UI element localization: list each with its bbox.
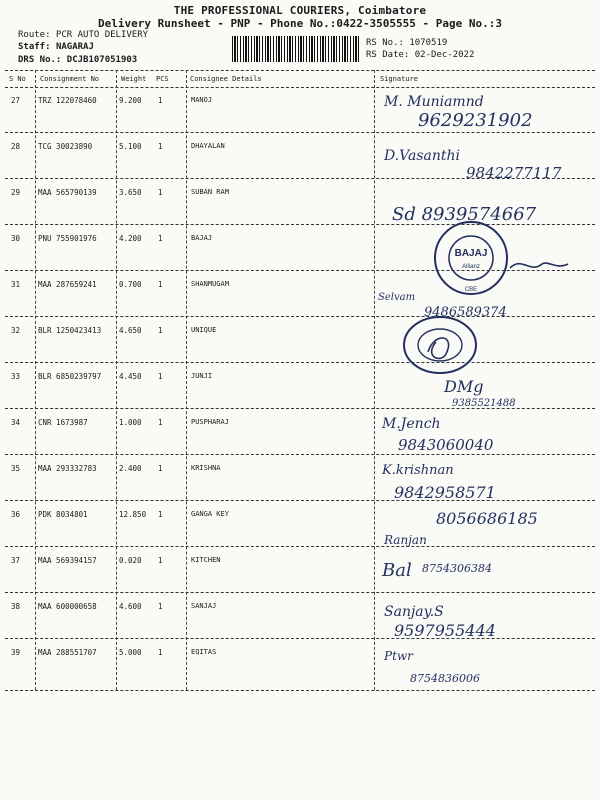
row-weight: 4.200 [119, 234, 142, 243]
row-sno: 33 [11, 372, 21, 381]
row-divider [5, 362, 595, 363]
rs-number: RS No.: 1070519 [366, 38, 448, 48]
table-row [0, 458, 600, 504]
row-consignee: DHAYALAN [191, 142, 225, 150]
signature-cell [378, 92, 593, 136]
row-consignment: MAA 288551707 [38, 648, 97, 657]
row-divider [5, 500, 595, 501]
handwritten-signature [378, 552, 593, 596]
signature-cell [378, 596, 593, 640]
table-row [0, 320, 600, 366]
row-consignment: TCG 30023890 [38, 142, 93, 151]
signature-name: M. Muniamnd [384, 94, 484, 110]
signature-name: Bal [382, 560, 412, 581]
row-consignment: MAA 287659241 [38, 280, 97, 289]
row-weight: 0.020 [119, 556, 142, 565]
row-weight: 12.850 [119, 510, 147, 519]
row-sno: 35 [11, 464, 21, 473]
signature-cell [378, 642, 593, 686]
signature-phone: 8056686185 [436, 509, 538, 528]
table-row [0, 642, 600, 688]
row-weight: 3.650 [119, 188, 142, 197]
stamp-city: CBE [464, 287, 478, 293]
row-consignment: BLR 6850239797 [38, 372, 102, 381]
row-pcs: 1 [158, 96, 163, 105]
row-divider [5, 546, 595, 547]
row-weight: 2.400 [119, 464, 142, 473]
runsheet-title: Delivery Runsheet - PNP - Phone No.:0422-3505555 - Page No.:3 [98, 17, 502, 30]
staff-value: NAGARAJ [55, 42, 94, 52]
row-weight: 4.600 [119, 602, 142, 611]
row-weight: 0.700 [119, 280, 142, 289]
rs-date: RS Date: 02-Dec-2022 [366, 50, 475, 60]
row-consignee: JUNJI [191, 372, 213, 380]
row-sno: 29 [11, 188, 21, 197]
stamp-sub: Allianz [462, 264, 480, 270]
table-row [0, 504, 600, 550]
row-weight: 5.100 [119, 142, 142, 151]
signature-phone: 9842958571 [394, 483, 496, 502]
row-divider [5, 454, 595, 455]
drs-label: DRS No.: [18, 55, 62, 65]
table-top-rule [5, 70, 595, 71]
signature-name: Sanjay.S [384, 604, 444, 620]
row-consignee: BAJAJ [191, 234, 213, 242]
handwritten-signature [378, 504, 593, 548]
col-header-weight: Weight [121, 75, 147, 83]
row-sno: 37 [11, 556, 21, 565]
signature-cell [378, 504, 593, 548]
stamp-scribble [428, 338, 449, 359]
signature-phone: 8754836006 [410, 672, 480, 685]
row-sno: 36 [11, 510, 21, 519]
row-sno: 31 [11, 280, 21, 289]
row-sno: 39 [11, 648, 21, 657]
row-consignment: MAA 293332783 [38, 464, 97, 473]
row-pcs: 1 [158, 234, 163, 243]
signature-name: Ranjan [384, 533, 427, 547]
table-row [0, 550, 600, 596]
staff-label: Staff: [18, 42, 51, 52]
signature-phone: 9385521488 [452, 398, 516, 409]
row-sno: 32 [11, 326, 21, 335]
row-consignee: SUBAN RAM [191, 188, 229, 196]
row-consignee: KITCHEN [191, 556, 221, 564]
signature-phone: 9597955444 [394, 621, 496, 640]
row-pcs: 1 [158, 326, 163, 335]
row-divider [5, 316, 595, 317]
stamp-graphic [426, 218, 576, 298]
table-row [0, 412, 600, 458]
bajaj-allianz-stamp [426, 218, 576, 302]
handwritten-signature [378, 642, 593, 686]
col-header-consignment: Consignment No [40, 75, 100, 83]
drs-line [18, 55, 137, 65]
signature-name: DMg [444, 377, 484, 396]
row-sno: 38 [11, 602, 21, 611]
row-consignee: UNIQUE [191, 326, 217, 334]
signature-cell [378, 412, 593, 456]
stamp-scribble [510, 263, 568, 268]
row-sno: 34 [11, 418, 21, 427]
row-consignee: GANGA KEY [191, 510, 229, 518]
col-header-sno: S No [9, 75, 26, 83]
signature-phone: 9842277117 [466, 164, 562, 182]
row-consignee: PUSPHARAJ [191, 418, 229, 426]
row-pcs: 1 [158, 188, 163, 197]
signature-name: Ptwr [384, 649, 413, 663]
row-weight: 1.000 [119, 418, 142, 427]
row-weight: 4.650 [119, 326, 142, 335]
row-consignee: KRISHNA [191, 464, 221, 472]
unique-diesel-stamp [400, 312, 490, 382]
table-row [0, 596, 600, 642]
row-consignee: SHANMUGAM [191, 280, 229, 288]
row-divider [5, 638, 595, 639]
signature-cell [378, 552, 593, 596]
signature-name: Selvam [378, 292, 416, 303]
row-consignment: MAA 569394157 [38, 556, 97, 565]
row-sno: 28 [11, 142, 21, 151]
row-pcs: 1 [158, 142, 163, 151]
signature-name: Sd 8939574667 [392, 204, 537, 225]
header-bottom-rule [5, 87, 595, 88]
company-title: THE PROFESSIONAL COURIERS, Coimbatore [173, 4, 427, 17]
row-consignment: TRZ 122078460 [38, 96, 97, 105]
stamp-brand: BAJAJ [454, 248, 488, 259]
row-consignment: BLR 1250423413 [38, 326, 102, 335]
col-header-pcs: PCS [156, 75, 169, 83]
row-consignment: PNU 755901976 [38, 234, 97, 243]
signature-name: M.Jench [382, 416, 441, 432]
table-row [0, 366, 600, 412]
col-header-consignee: Consignee Details [190, 75, 262, 83]
row-consignment: CNR 1673987 [38, 418, 88, 427]
col-header-signature: Signature [380, 75, 418, 83]
row-weight: 5.000 [119, 648, 142, 657]
route-line: Route: PCR AUTO DELIVERY [18, 30, 149, 40]
row-sno: 30 [11, 234, 21, 243]
signature-cell [378, 458, 593, 502]
row-pcs: 1 [158, 602, 163, 611]
row-pcs: 1 [158, 648, 163, 657]
handwritten-signature [378, 412, 593, 456]
signature-phone: 9629231902 [418, 110, 533, 131]
row-consignment: PDK 8034801 [38, 510, 88, 519]
row-consignee: MANOJ [191, 96, 213, 104]
handwritten-signature [378, 92, 593, 136]
row-pcs: 1 [158, 556, 163, 565]
signature-name: K.krishnan [382, 463, 454, 478]
signature-phone: 9843060040 [398, 436, 494, 454]
row-weight: 9.200 [119, 96, 142, 105]
row-pcs: 1 [158, 280, 163, 289]
barcode [232, 36, 360, 62]
row-consignee: EQITAS [191, 648, 217, 656]
row-pcs: 1 [158, 418, 163, 427]
row-divider [5, 178, 595, 179]
row-pcs: 1 [158, 464, 163, 473]
row-divider [5, 408, 595, 409]
table-row [0, 90, 600, 136]
row-consignment: MAA 565790139 [38, 188, 97, 197]
table-row [0, 136, 600, 182]
stamp-graphic [400, 312, 490, 378]
signature-name: D.Vasanthi [384, 148, 461, 164]
row-pcs: 1 [158, 510, 163, 519]
row-divider [5, 132, 595, 133]
row-sno: 27 [11, 96, 21, 105]
handwritten-signature [378, 458, 593, 502]
handwritten-signature [378, 596, 593, 640]
staff-line [18, 42, 94, 52]
signature-phone: 8754306384 [422, 562, 492, 575]
signature-phone: 9486589374 [424, 305, 507, 320]
row-divider [5, 592, 595, 593]
row-consignment: MAA 600000658 [38, 602, 97, 611]
table-bottom-rule [5, 690, 595, 691]
row-pcs: 1 [158, 372, 163, 381]
row-weight: 4.450 [119, 372, 142, 381]
drs-value: DCJB107051903 [66, 55, 138, 65]
row-consignee: SANJAJ [191, 602, 217, 610]
